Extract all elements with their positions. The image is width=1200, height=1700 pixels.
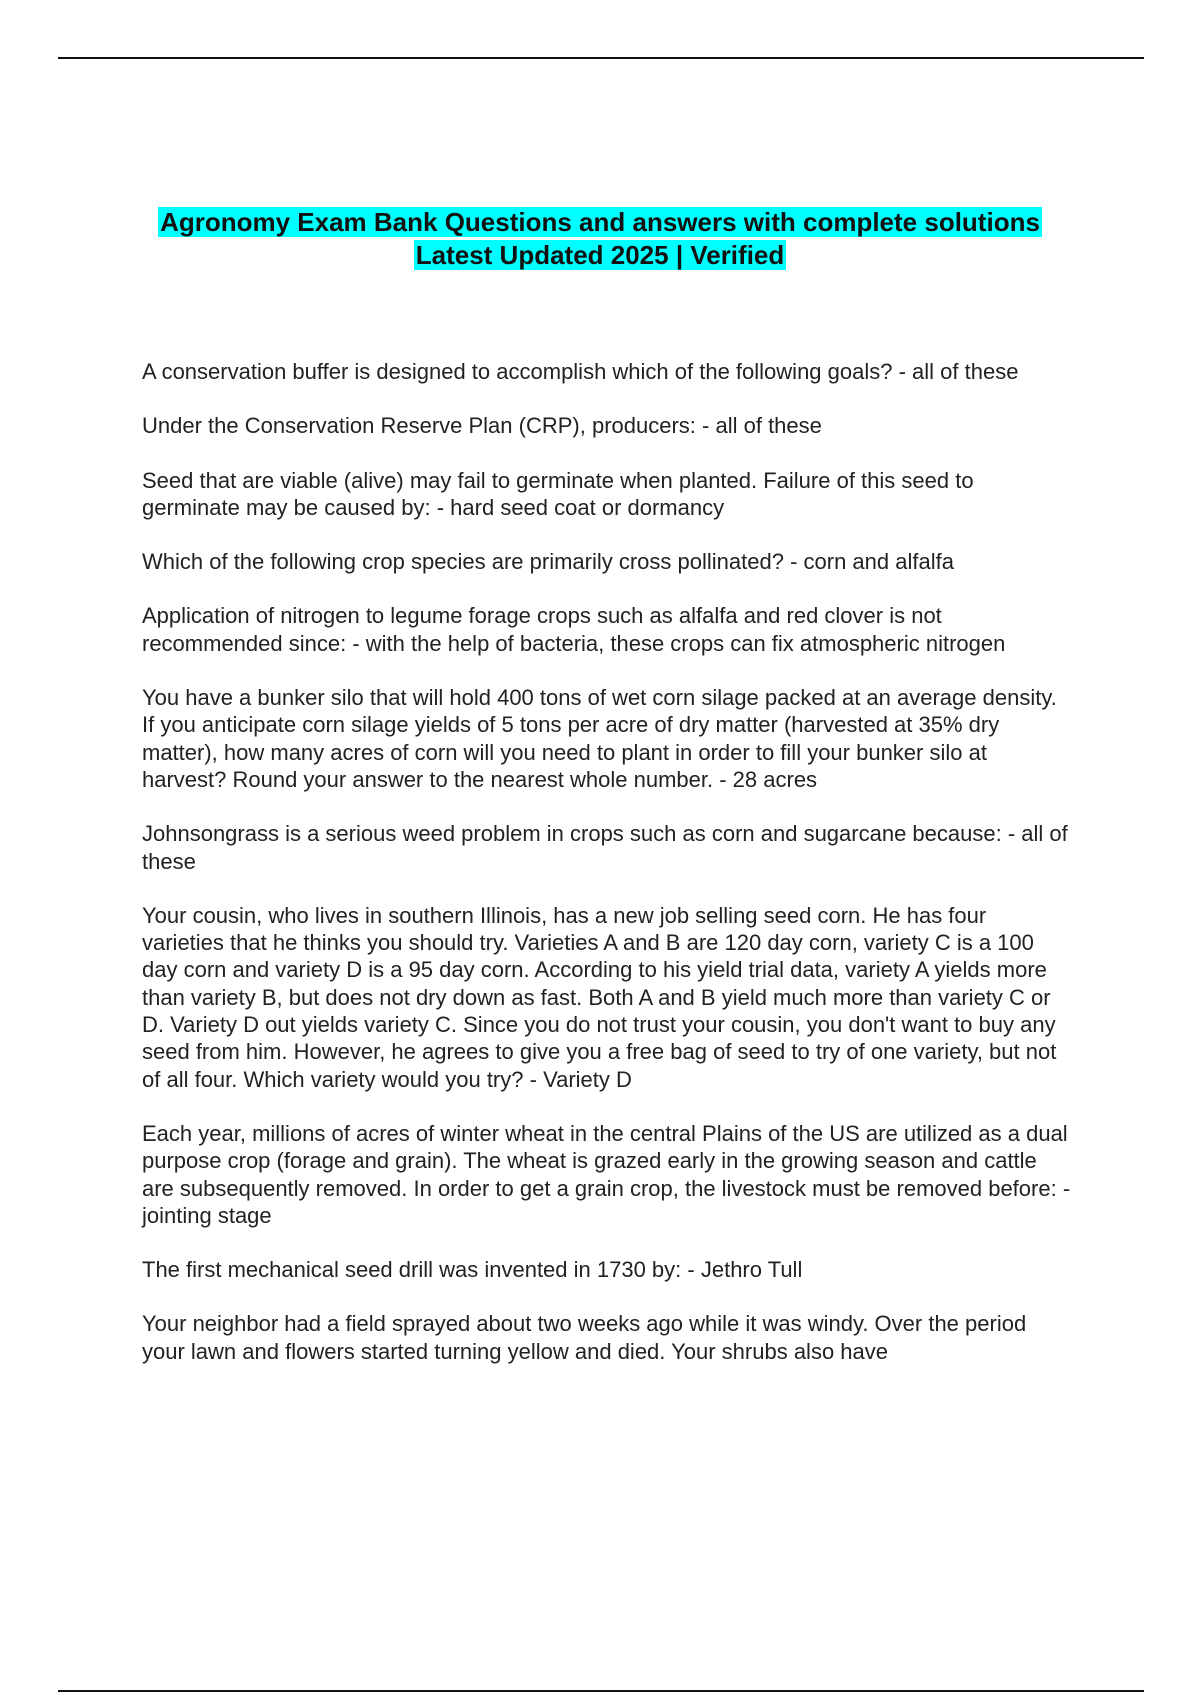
qa-item	[142, 684, 1072, 793]
answer-text: all of these	[142, 821, 1068, 874]
question-text: Application of nitrogen to legume forage crops such as alfalfa and red clover is not recommended since: -	[142, 603, 942, 655]
qa-item	[142, 820, 1072, 875]
qa-item	[142, 902, 1072, 1093]
question-text: A conservation buffer is designed to accomplish which of the following goals? -	[142, 359, 912, 384]
question-text: Each year, millions of acres of winter wheat in the central Plains of the US are utilized as a dual purpose crop (forage and grain). The wheat is grazed early in the growing season and cattle are subsequently removed. In order to get a grain crop, the livestock must be removed before: -	[142, 1121, 1070, 1201]
document-title	[100, 206, 1100, 272]
question-text: Seed that are viable (alive) may fail to germinate when planted. Failure of this seed to germinate may be caused by: -	[142, 468, 974, 520]
answer-text: with the help of bacteria, these crops can fix atmospheric nitrogen	[365, 630, 1006, 656]
trailing-question-text: Your neighbor had a field sprayed about two weeks ago while it was windy. Over the period your lawn and flowers started turning yellow and died. Your shrubs also have	[142, 1311, 1027, 1364]
question-text: The first mechanical seed drill was invented in 1730 by: -	[142, 1257, 701, 1282]
qa-item	[142, 1256, 1072, 1283]
question-text: Under the Conservation Reserve Plan (CRP), producers: -	[142, 413, 715, 438]
qa-list	[142, 358, 1072, 1392]
qa-item	[142, 1120, 1072, 1229]
answer-text: Jethro Tull	[700, 1257, 803, 1283]
qa-item	[142, 548, 1072, 575]
answer-text: 28 acres	[732, 766, 818, 792]
question-text: Johnsongrass is a serious weed problem in crops such as corn and sugarcane because: -	[142, 821, 1021, 846]
question-text: Your cousin, who lives in southern Illinois, has a new job selling seed corn. He has four varieties that he thinks you should try. Varieties A and B are 120 day corn, variety C is a 100 day corn and variety D is a 95 day corn. According to his yield trial data, variety A yields more than variety B, but does not dry down as fast. Both A and B yield much more than variety C or D. Variety D out yields variety C. Since you do not trust your cousin, you don't want to buy any seed from him. However, he agrees to give you a free bag of seed to try of one variety, but not of all four. Which variety would you try? -	[142, 903, 1056, 1092]
question-text: Which of the following crop species are primarily cross pollinated? -	[142, 549, 804, 574]
answer-text: Variety D	[543, 1066, 632, 1092]
qa-item	[142, 358, 1072, 385]
answer-text: all of these	[912, 359, 1019, 384]
qa-item-partial	[142, 1310, 1072, 1365]
qa-item	[142, 602, 1072, 657]
bottom-rule	[58, 1690, 1144, 1692]
qa-item	[142, 412, 1072, 439]
title-line-2: Latest Updated 2025 | Verified	[415, 240, 785, 270]
answer-text: jointing stage	[142, 1202, 272, 1228]
answer-text: corn and alfalfa	[803, 549, 954, 575]
answer-text: all of these	[715, 413, 822, 439]
top-rule	[58, 57, 1144, 59]
question-text: You have a bunker silo that will hold 400 tons of wet corn silage packed at an average density. If you anticipate corn silage yields of 5 tons per acre of dry matter (harvested at 35% dry matter), how many acres of corn will you need to plant in order to fill your bunker silo at harvest? Round your answer to the nearest whole number. -	[142, 685, 1057, 792]
answer-text: hard seed coat or dormancy	[450, 494, 725, 520]
title-line-1: Agronomy Exam Bank Questions and answers with complete solutions	[160, 207, 1040, 237]
qa-item	[142, 467, 1072, 522]
